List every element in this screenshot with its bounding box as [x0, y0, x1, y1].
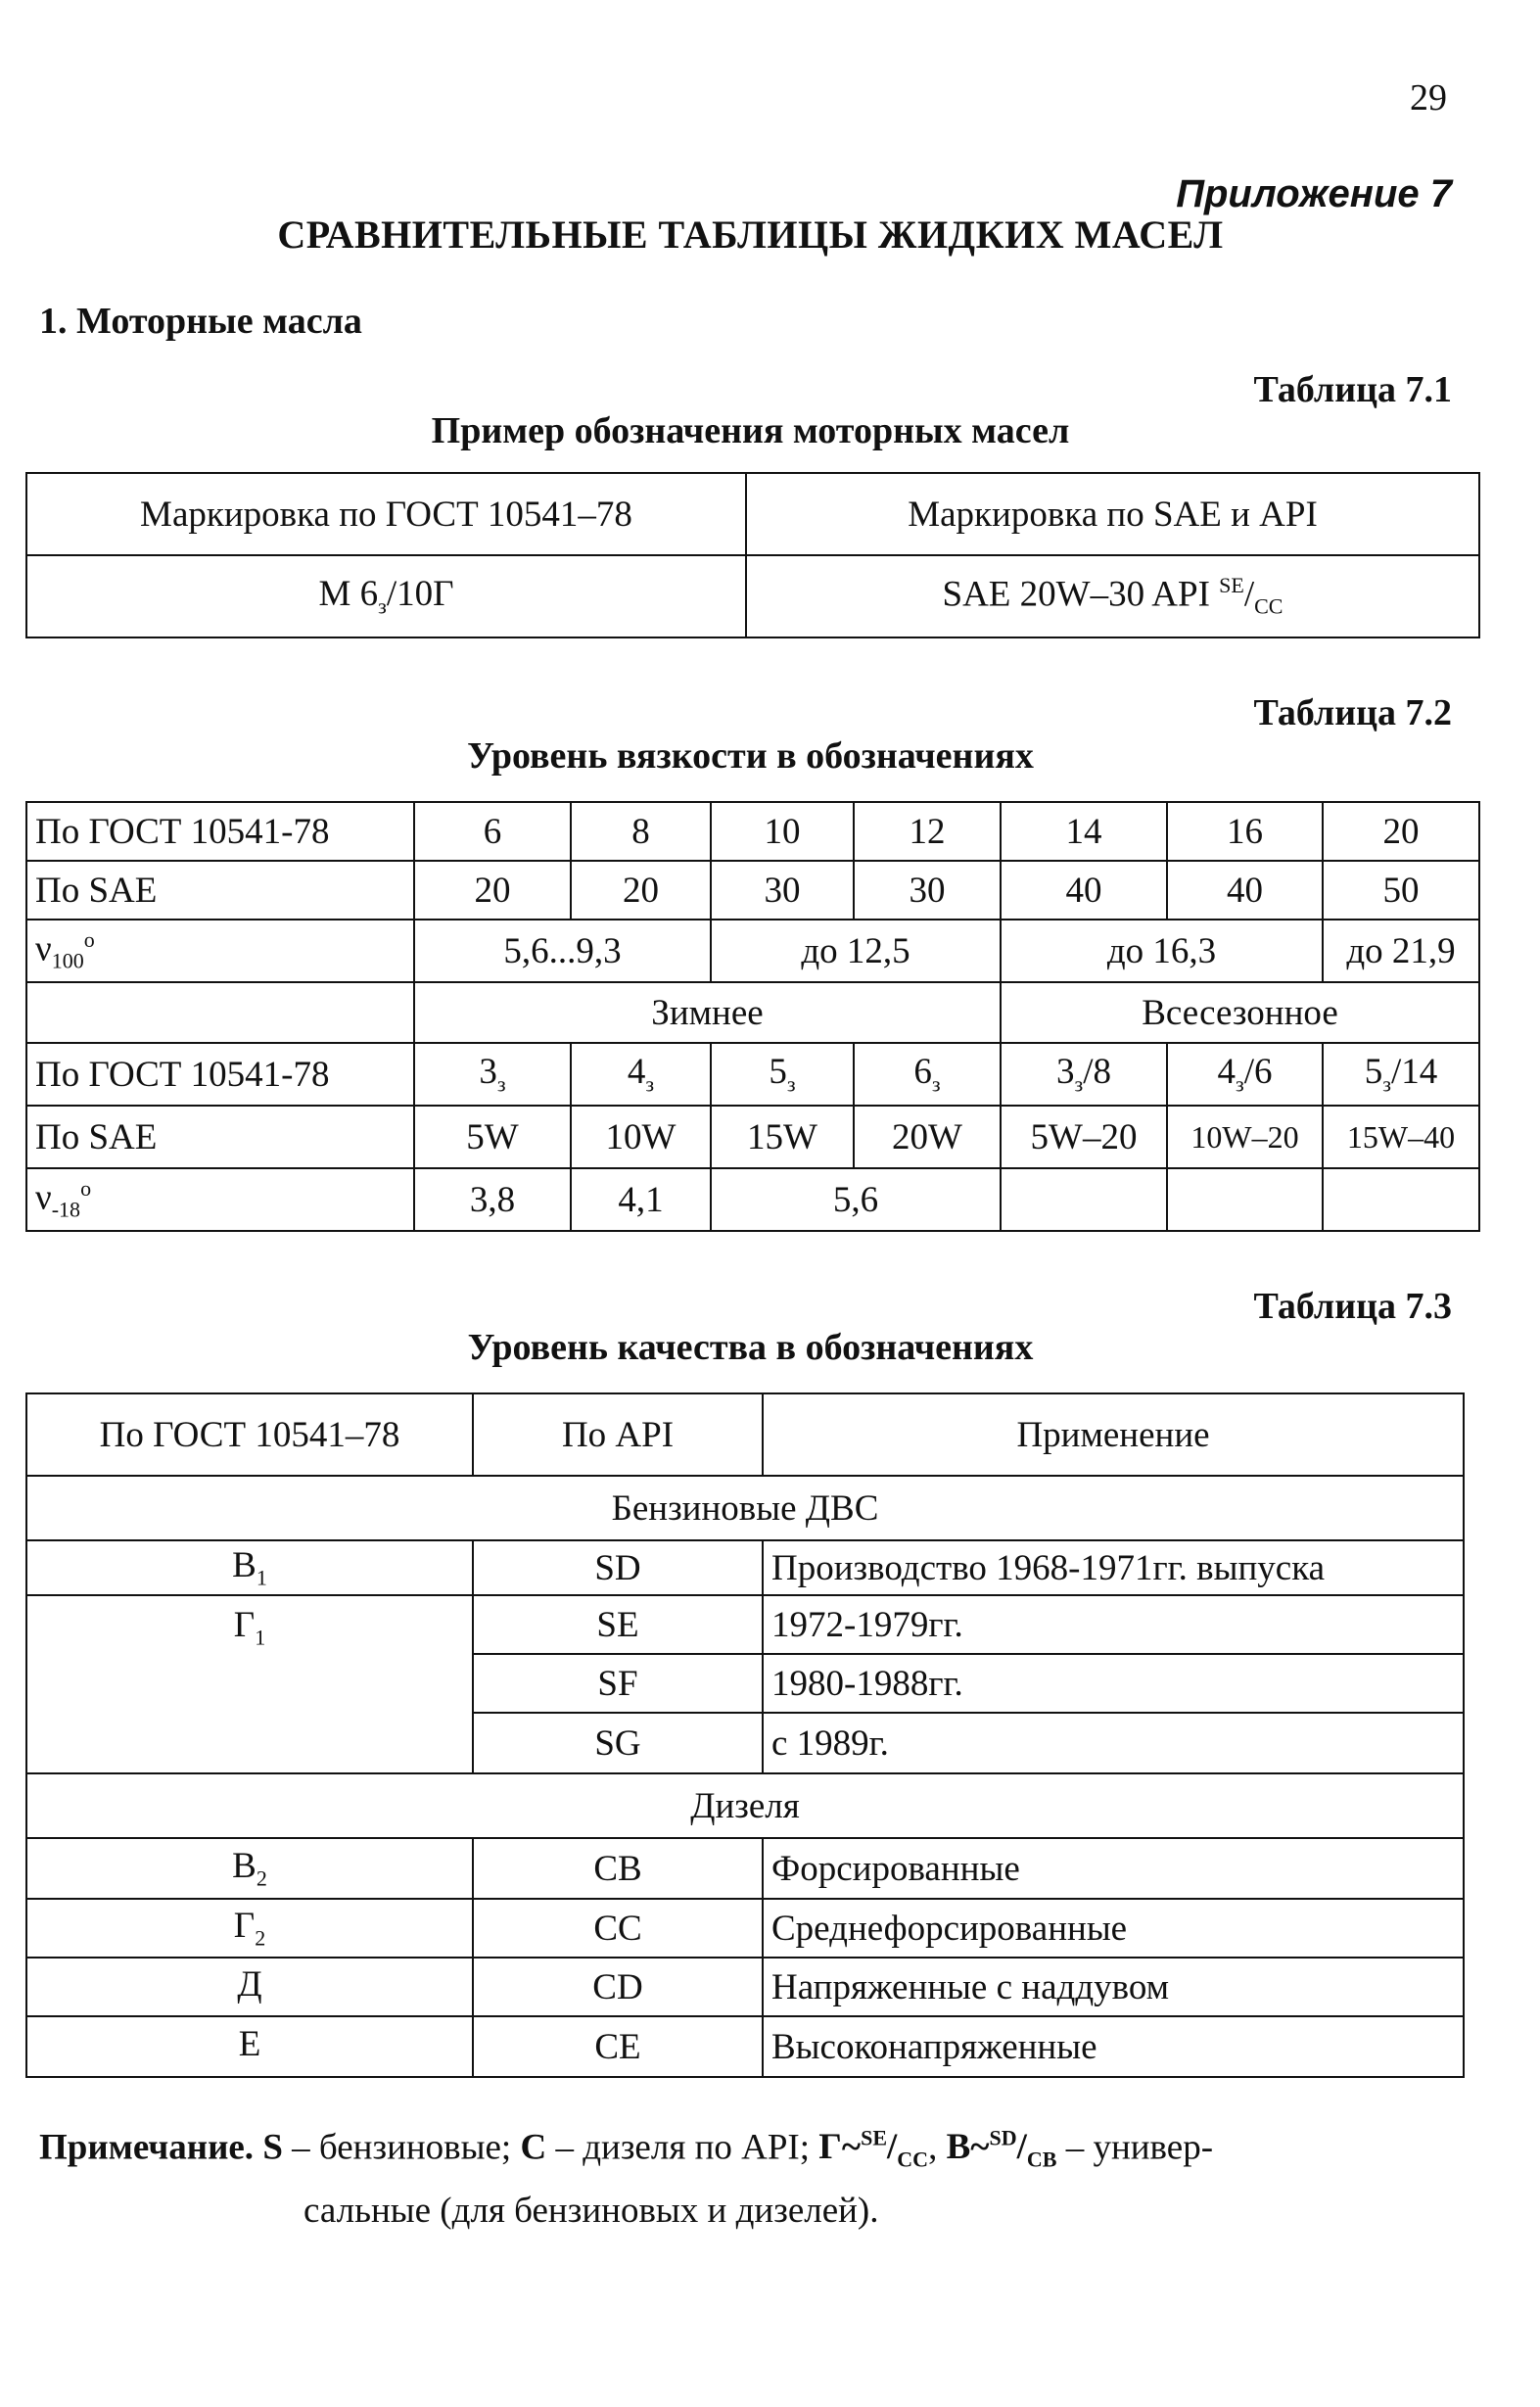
- table2-viscosity18-label: $\nu_{-18}^о$: [26, 1168, 414, 1231]
- table2-viscosity18-value: 3,8: [414, 1168, 571, 1231]
- table3-header-gost: По ГОСТ 10541–78: [26, 1393, 473, 1476]
- table3-row: [26, 1899, 1464, 1958]
- table2-gost-allseason-value: $3_з/8$: [1001, 1043, 1167, 1106]
- table3-caption: Уровень качества в обозначениях: [467, 1327, 1034, 1368]
- table2-sae-label: По SAE: [26, 861, 414, 920]
- table3-gost-cell: $Г_2$: [26, 1899, 473, 1958]
- table3-gost-cell: $В_1$: [26, 1540, 473, 1595]
- table1-number: Таблица 7.1: [1253, 369, 1452, 410]
- table2-viscosity18-value: 4,1: [571, 1168, 711, 1231]
- table2-sae-winter-value: 20W: [854, 1106, 1001, 1168]
- table2-group-allseason: Всесезонное: [1001, 982, 1479, 1043]
- note-line2: сальные (для бензиновых и дизелей).: [303, 2190, 879, 2231]
- note-c-letter: C: [520, 2127, 547, 2168]
- table2-sae-value: 50: [1323, 861, 1479, 920]
- table2-viscosity100-value: до 16,3: [1001, 920, 1323, 982]
- table2-group-empty: [26, 982, 414, 1043]
- table2-gost-value: 12: [854, 802, 1001, 861]
- table2-sae-value: 30: [711, 861, 854, 920]
- table2-gost-value: 6: [414, 802, 571, 861]
- table3-api-cell: CC: [473, 1899, 763, 1958]
- table2-sae-value: 20: [414, 861, 571, 920]
- table2-gost-label: По ГОСТ 10541-78: [26, 802, 414, 861]
- table2-sae-allseason-value: 15W–40: [1323, 1106, 1479, 1168]
- table3-group-diesel-row: [26, 1773, 1464, 1838]
- table2-group-row: [26, 982, 1479, 1043]
- table3-api-cell: SF: [473, 1654, 763, 1713]
- table2-gost-winter-value: $5_з$: [711, 1043, 854, 1106]
- table3-row: [26, 1595, 1464, 1654]
- appendix-label: Приложение 7: [1176, 172, 1452, 215]
- table3-api-cell: CE: [473, 2016, 763, 2077]
- table2-gost-value: 16: [1167, 802, 1323, 861]
- table3-api-cell: CD: [473, 1958, 763, 2016]
- table3-use-cell: Форсированные: [763, 1838, 1464, 1899]
- table2-sae-winter-value: 10W: [571, 1106, 711, 1168]
- table2-viscosity100-row: [26, 920, 1479, 982]
- footnote: [39, 2113, 1459, 2237]
- table2-gost-value: 10: [711, 802, 854, 861]
- table3-row: [26, 1958, 1464, 2016]
- table2-sae-value: 20: [571, 861, 711, 920]
- table2-viscosity18-value: 5,6: [711, 1168, 1001, 1231]
- table2-sae-row: [26, 861, 1479, 920]
- table2-gost-value: 8: [571, 802, 711, 861]
- table2-viscosity18-empty: [1001, 1168, 1167, 1231]
- table2-viscosity100-value: 5,6...9,3: [414, 920, 711, 982]
- table3-gost-cell: $Г_1$: [26, 1595, 473, 1773]
- table3-api-cell: SE: [473, 1595, 763, 1654]
- table2-viscosity100-label: $\nu_{100}^о$: [26, 920, 414, 982]
- table2-sae-value: 30: [854, 861, 1001, 920]
- table2-viscosity100-value: до 21,9: [1323, 920, 1479, 982]
- table2-viscosity18-row: [26, 1168, 1479, 1231]
- table1-row: [26, 555, 1479, 637]
- table3-use-cell: с 1989г.: [763, 1713, 1464, 1773]
- table1-header-gost: Маркировка по ГОСТ 10541–78: [26, 473, 746, 555]
- table3-group-diesel: Дизеля: [26, 1773, 1464, 1838]
- note-separator: ,: [928, 2127, 947, 2168]
- page-number: 29: [1410, 77, 1447, 118]
- table2-gost-label-bottom: По ГОСТ 10541-78: [26, 1043, 414, 1106]
- table2-number: Таблица 7.2: [1253, 692, 1452, 733]
- table3-gost-cell: Е: [26, 2016, 473, 2077]
- table3-gost-cell: $В_2$: [26, 1838, 473, 1899]
- table1-sae-api-marking: SAE 20W–30 API $^{SE}/_{CC}$: [746, 555, 1479, 637]
- table3-header-row: [26, 1393, 1464, 1476]
- table2: [25, 801, 1480, 1232]
- table1-header-row: [26, 473, 1479, 555]
- table3-gost-cell: Д: [26, 1958, 473, 2016]
- note-c-text: – дизеля по API;: [546, 2127, 819, 2168]
- table2-gost-allseason-value: $5_з/14$: [1323, 1043, 1479, 1106]
- table2-group-winter: Зимнее: [414, 982, 1001, 1043]
- table2-sae-allseason-value: 10W–20: [1167, 1106, 1323, 1168]
- table3-header-api: По API: [473, 1393, 763, 1476]
- table2-gost-value: 20: [1323, 802, 1479, 861]
- table1-gost-marking: М $6_з/10Г$: [26, 555, 746, 637]
- table3-row: [26, 2016, 1464, 2077]
- table3-group-gasoline-row: [26, 1476, 1464, 1540]
- table2-sae-value: 40: [1167, 861, 1323, 920]
- table1-caption: Пример обозначения моторных масел: [431, 410, 1070, 451]
- table2-viscosity18-empty: [1167, 1168, 1323, 1231]
- table3-api-cell: CB: [473, 1838, 763, 1899]
- table3-row: [26, 1838, 1464, 1899]
- table3-number: Таблица 7.3: [1253, 1286, 1452, 1327]
- section-heading: 1. Моторные масла: [39, 301, 362, 342]
- table2-sae-winter-value: 15W: [711, 1106, 854, 1168]
- main-title: СРАВНИТЕЛЬНЫЕ ТАБЛИЦЫ ЖИДКИХ МАСЕЛ: [277, 212, 1224, 257]
- table3-use-cell: Напряженные с наддувом: [763, 1958, 1464, 2016]
- table3-header-use: Применение: [763, 1393, 1464, 1476]
- note-s-letter: S: [262, 2127, 283, 2168]
- table2-viscosity18-empty: [1323, 1168, 1479, 1231]
- note-b-symbol: $В\sim^{SD}/_{CB}$: [946, 2126, 1057, 2172]
- table2-sae-winter-value: 5W: [414, 1106, 571, 1168]
- table2-viscosity100-value: до 12,5: [711, 920, 1001, 982]
- table2-sae-allseason-value: 5W–20: [1001, 1106, 1167, 1168]
- table2-gost-value: 14: [1001, 802, 1167, 861]
- table3-use-cell: Производство 1968-1971гг. выпуска: [763, 1540, 1464, 1595]
- table1-header-sae-api: Маркировка по SAE и API: [746, 473, 1479, 555]
- note-s-text: – бензиновые;: [282, 2127, 521, 2168]
- table3-use-cell: Среднефорсированные: [763, 1899, 1464, 1958]
- table3-api-cell: SD: [473, 1540, 763, 1595]
- note-g-symbol: $Г\sim^{SE}/_{CC}$: [818, 2126, 929, 2172]
- table3-use-cell: Высоконапряженные: [763, 2016, 1464, 2077]
- table2-sae-row-bottom: [26, 1106, 1479, 1168]
- table3-api-cell: SG: [473, 1713, 763, 1773]
- table2-gost-row: [26, 802, 1479, 861]
- table2-sae-value: 40: [1001, 861, 1167, 920]
- table2-caption: Уровень вязкости в обозначениях: [467, 735, 1034, 777]
- table2-gost-row-bottom: [26, 1043, 1479, 1106]
- note-tail: – универ-: [1056, 2127, 1214, 2168]
- table3-use-cell: 1980-1988гг.: [763, 1654, 1464, 1713]
- table2-gost-winter-value: $3_з$: [414, 1043, 571, 1106]
- table2-gost-winter-value: $4_з$: [571, 1043, 711, 1106]
- note-label: Примечание.: [39, 2127, 255, 2168]
- table2-sae-label-bottom: По SAE: [26, 1106, 414, 1168]
- table2-gost-winter-value: $6_з$: [854, 1043, 1001, 1106]
- table1: [25, 472, 1480, 638]
- table3-use-cell: 1972-1979гг.: [763, 1595, 1464, 1654]
- table3-group-gasoline: Бензиновые ДВС: [26, 1476, 1464, 1540]
- table3-row: [26, 1540, 1464, 1595]
- table3: [25, 1392, 1465, 2078]
- table2-gost-allseason-value: $4_з/6$: [1167, 1043, 1323, 1106]
